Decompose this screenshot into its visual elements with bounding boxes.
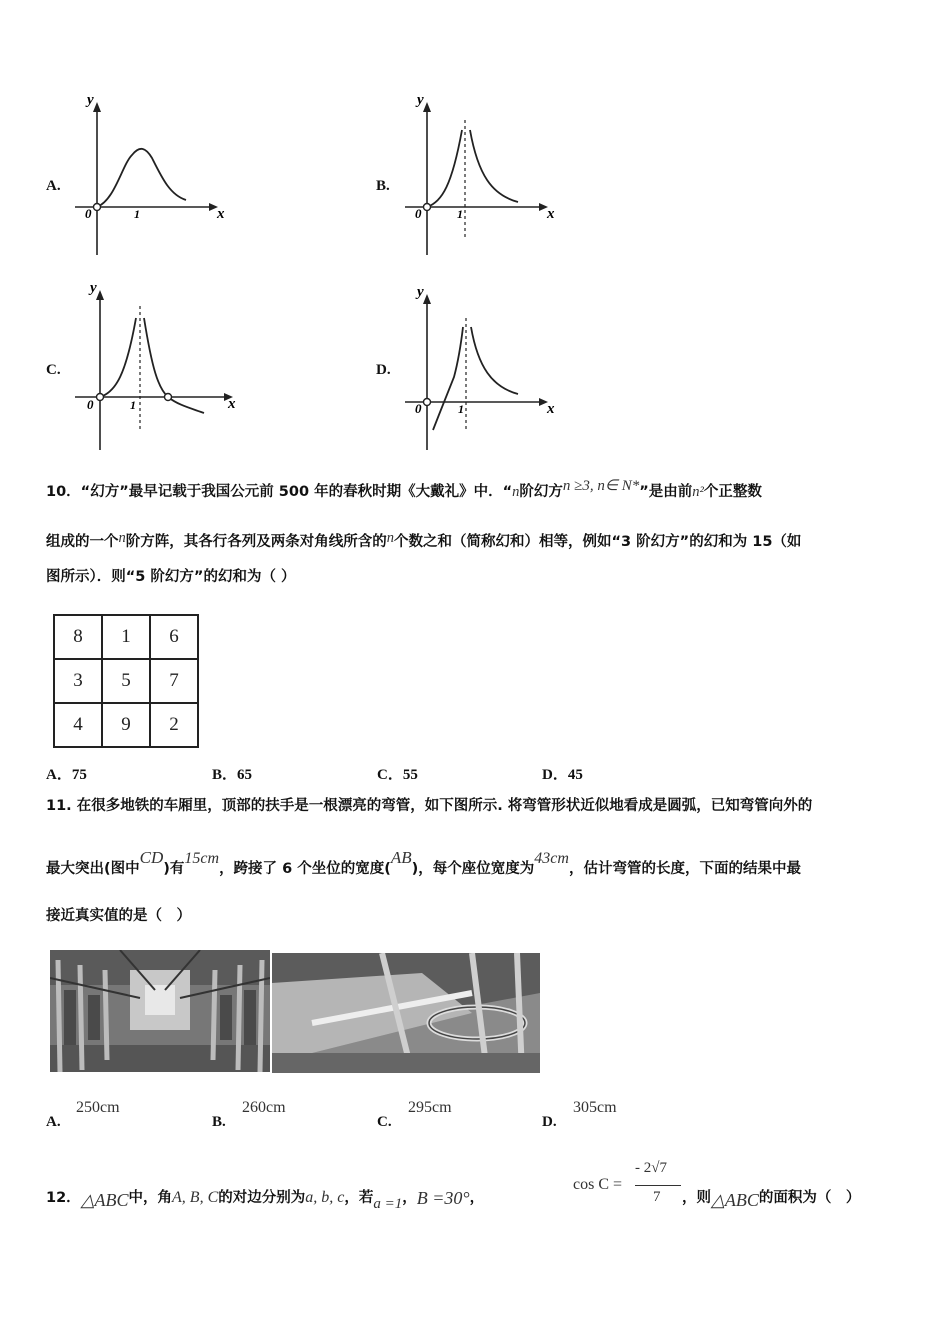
q11-line1: 11. 在很多地铁的车厢里，顶部的扶手是一根漂亮的弯管，如下图所示. 将弯管形状近似地看成是圆弧，已知弯管向外的 [46,798,813,814]
subway-photo-left [50,950,270,1072]
curve [97,149,186,207]
y-axis-arrow [423,294,431,304]
magic-row [54,659,198,703]
tick-1-label: 1 [134,207,140,221]
q12-line: 12．△ABC中，角A, B, C的对边分别为a, b, c，若a =1，B =30°， [46,1188,485,1212]
option-b-label: B. [376,178,390,194]
magic-cell: 1 [102,615,150,659]
magic-cell: 8 [54,615,102,659]
curve-left [100,318,136,397]
q12-cos-fraction: cos C = - 2√7 7 [573,1158,683,1212]
graph-d [400,282,560,454]
magic-cell: 7 [150,659,198,703]
q10-answer-a: A．75 [46,767,87,783]
tick-1-label: 1 [130,398,136,412]
magic-cell: 9 [102,703,150,747]
y-axis-arrow [423,102,431,112]
q10-answer-b: B．65 [212,767,253,783]
curve-right [471,327,518,394]
q11-line3: 接近真实值的是（ ） [46,908,191,924]
q10-line3: 图所示）．则“5 阶幻方”的幻和为（ ） [46,569,296,585]
magic-cell: 6 [150,615,198,659]
fraction-bar [635,1185,681,1186]
origin-hole [424,204,431,211]
y-label: y [87,92,94,108]
graph-b [400,90,560,260]
curve-left [427,130,462,207]
origin-hole [424,399,431,406]
q10-line1: 10．“幻方”最早记载于我国公元前 500 年的春秋时期《大戴礼》中．“n阶幻方n ≥3, n∈ N*”是由前n²个正整数 [46,478,762,500]
x-label: x [547,401,555,417]
graph-a [70,90,230,260]
origin-hole [97,394,104,401]
magic-cell: 4 [54,703,102,747]
origin-label: 0 [85,206,92,221]
origin-label: 0 [415,206,422,221]
curve-right [144,318,204,413]
magic-cell: 2 [150,703,198,747]
x-label: x [228,396,236,412]
magic-row [54,703,198,747]
y-label: y [417,284,424,300]
q12-line-end: ，则△ABC的面积为（ ） [682,1190,861,1210]
q11-line2: 最大突出(图中CD)有15cm，跨接了 6 个坐位的宽度(AB)，每个座位宽度为43cm，估计弯管的长度，下面的结果中最 [46,848,801,877]
q10-answer-d: D．45 [542,767,583,783]
magic-row [54,615,198,659]
x-label: x [217,206,225,222]
option-a-label: A. [46,178,61,194]
zero-hole [165,394,172,401]
y-axis-arrow [93,102,101,112]
option-c-label: C. [46,362,61,378]
magic-cell: 5 [102,659,150,703]
q10-answer-c: C．55 [377,767,418,783]
origin-label: 0 [415,401,422,416]
y-label: y [90,280,97,296]
x-label: x [547,206,555,222]
tick-1-label: 1 [458,402,464,416]
subway-photo-right [272,953,540,1073]
graph-c [70,278,240,453]
origin-hole [94,204,101,211]
curve-right [470,130,518,202]
magic-cell: 3 [54,659,102,703]
magic-square [53,614,199,748]
option-d-label: D. [376,362,391,378]
tick-1-label: 1 [457,207,463,221]
y-axis-arrow [96,290,104,300]
origin-label: 0 [87,397,94,412]
y-label: y [417,92,424,108]
q10-condition: n ≥3, n∈ N* [562,478,640,494]
q10-line2: 组成的一个n阶方阵，其各行各列及两条对角线所含的n个数之和（简称幻和）相等，例如“3 阶幻方”的幻和为 15（如 [46,530,802,550]
